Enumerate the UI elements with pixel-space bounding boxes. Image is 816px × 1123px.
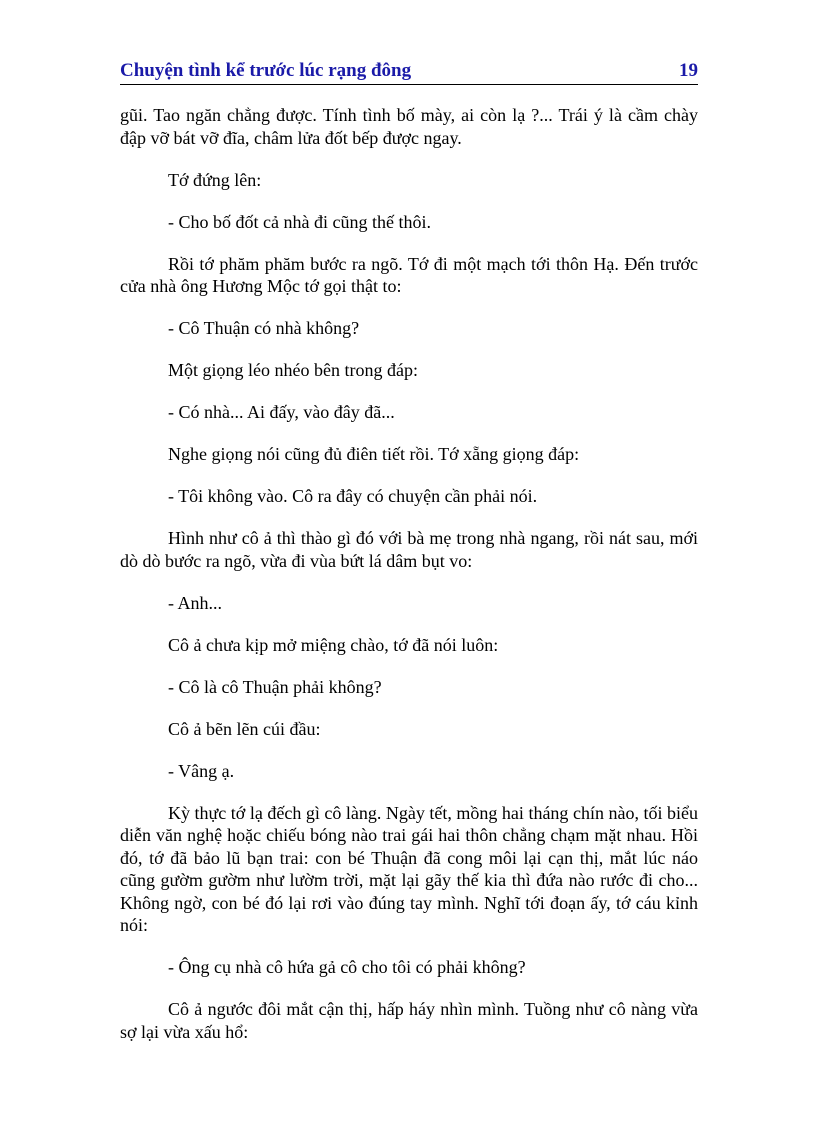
book-title: Chuyện tình kể trước lúc rạng đông — [120, 60, 412, 81]
paragraph: - Cho bố đốt cả nhà đi cũng thế thôi. — [168, 211, 431, 232]
paragraph: - Cô là cô Thuận phải không? — [168, 676, 382, 697]
paragraph: - Anh... — [168, 592, 222, 613]
body-text — [120, 104, 698, 1043]
book-page — [120, 60, 698, 1063]
paragraph: Cô ả bẽn lẽn cúi đầu: — [168, 718, 321, 739]
paragraph: Cô ả ngước đôi mắt cận thị, hấp háy nhìn mình. Tuồng như cô nàng vừa sợ lại vừa xấu hổ: — [120, 999, 698, 1042]
paragraph: gũi. Tao ngăn chẳng được. Tính tình bố mày, ai còn lạ ?... Trái ý là cầm chày đập vỡ bát vỡ đĩa, châm lửa đốt bếp được ngay. — [120, 105, 698, 148]
paragraph: Một giọng léo nhéo bên trong đáp: — [168, 360, 418, 380]
paragraph: - Cô Thuận có nhà không? — [168, 318, 360, 338]
paragraph: Nghe giọng nói cũng đủ điên tiết rồi. Tớ xẵng giọng đáp: — [168, 444, 580, 464]
paragraph: Tớ đứng lên: — [168, 169, 262, 190]
paragraph: Cô ả chưa kịp mở miệng chào, tớ đã nói luôn: — [168, 634, 499, 655]
paragraph: - Ông cụ nhà cô hứa gả cô cho tôi có phải không? — [168, 957, 526, 977]
paragraph: - Vâng ạ. — [168, 760, 235, 781]
page-number: 19 — [679, 60, 698, 81]
paragraph: - Tôi không vào. Cô ra đây có chuyện cần phải nói. — [168, 486, 538, 506]
paragraph: Kỳ thực tớ lạ đếch gì cô làng. Ngày tết, mồng hai tháng chín nào, tối biểu diễn văn nghệ hoặc chiếu bóng nào trai gái hai thôn chẳng chạm mặt nhau. Hồi đó, tớ đã bảo lũ bạn trai: con bé Thuận đã cong môi lại cạn thị, mắt lúc náo cũng gườm gườm như lườm trời, mặt lại gãy thế kia thì đứa nào rước đi cho... Không ngờ, con bé đó lại rơi vào đúng tay mình. Nghĩ tới đoạn ấy, tớ cáu kỉnh nói: — [120, 802, 698, 935]
running-header — [120, 60, 698, 85]
paragraph: - Có nhà... Ai đấy, vào đây đã... — [168, 402, 395, 422]
paragraph: Hình như cô ả thì thào gì đó với bà mẹ trong nhà ngang, rồi nát sau, mới dò dò bước ra ngõ, vừa đi vùa bứt lá dâm bụt vo: — [120, 528, 698, 571]
paragraph: Rồi tớ phăm phăm bước ra ngõ. Tớ đi một mạch tới thôn Hạ. Đến trước cửa nhà ông Hương Mộc tớ gọi thật to: — [120, 253, 698, 296]
